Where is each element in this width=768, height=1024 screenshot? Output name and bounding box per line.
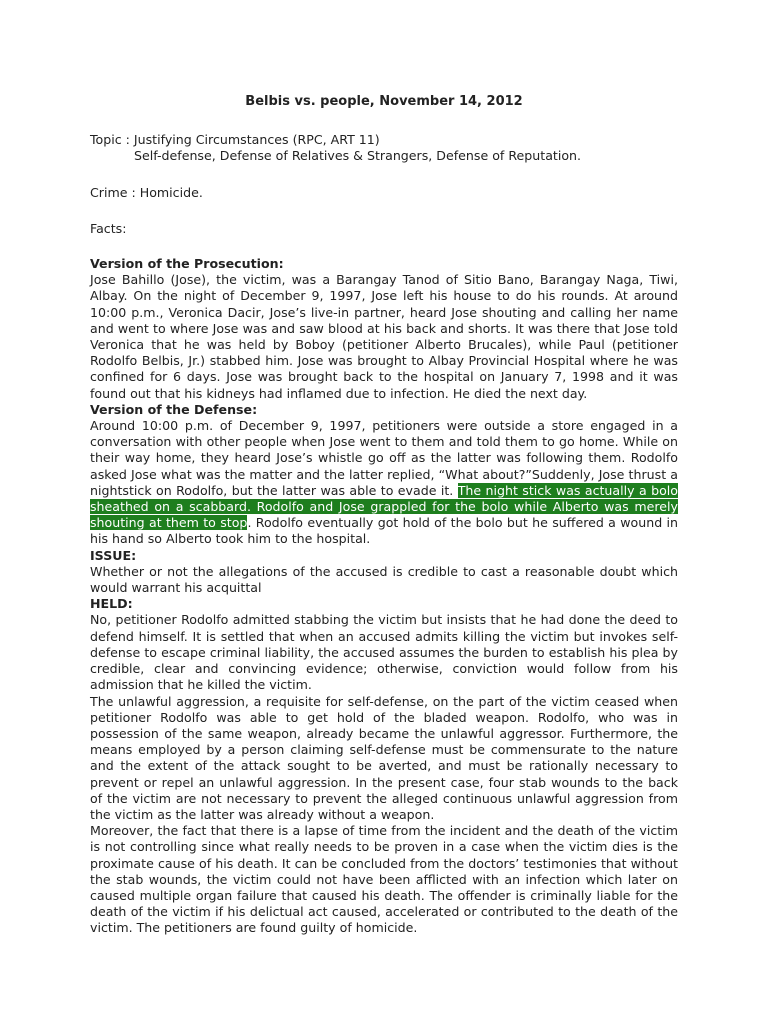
defense-highlighted-text: The night stick was actually a bolo sheathed on a scabbard. Rodolfo and Jose grappled for the bolo while Alberto was merely shouting at them to stop — [90, 482, 678, 531]
held-paragraph-1: No, petitioner Rodolfo admitted stabbing the victim but insists that he had done the deed to defend himself. It is settled that when an accused admits killing the victim but invokes self-defense to escape criminal liability, the accused assumes the burden to establish his plea by credible, clear and convincing evidence; otherwise, conviction would follow from his admission that he killed the victim. — [90, 612, 678, 693]
prosecution-paragraph: Jose Bahillo (Jose), the victim, was a Barangay Tanod of Sitio Bano, Barangay Naga, Tiwi, Albay. On the night of December 9, 1997, Jose left his house to do his rounds. At around 10:00 p.m., Veronica Dacir, Jose’s live-in partner, heard Jose shouting and calling her name and went to where Jose was and saw blood at his back and shorts. It was there that Jose told Veronica that he was held by Boboy (petitioner Alberto Brucales), while Paul (petitioner Rodolfo Belbis, Jr.) stabbed him. Jose was brought to Albay Provincial Hospital where he was confined for 6 days. Jose was brought back to the hospital on January 7, 1998 and it was found out that his kidneys had inflamed due to infection. He died the next day. — [90, 272, 678, 401]
document-title: Belbis vs. people, November 14, 2012 — [245, 94, 523, 109]
crime-line: Crime : Homicide. — [90, 184, 203, 200]
issue-paragraph: Whether or not the allegations of the accused is credible to cast a reasonable doubt which would warrant his acquittal — [90, 563, 678, 596]
prosecution-heading: Version of the Prosecution: — [90, 256, 284, 272]
topic-subtopics: Self-defense, Defense of Relatives & Strangers, Defense of Reputation. — [134, 148, 582, 164]
defense-paragraph — [90, 418, 678, 548]
held-heading: HELD: — [90, 596, 133, 612]
topic-line: Topic : Justifying Circumstances (RPC, ART 11) — [90, 132, 380, 148]
issue-heading: ISSUE: — [90, 547, 137, 563]
document-page — [90, 94, 678, 937]
defense-text-after: . Rodolfo eventually got hold of the bolo but he suffered a wound in his hand so Alberto took him to the hospital. — [90, 515, 679, 547]
defense-heading: Version of the Defense: — [90, 401, 258, 417]
held-paragraph-3: Moreover, the fact that there is a lapse of time from the incident and the death of the victim is not controlling since what really needs to be proven in a case when the victim dies is the proximate cause of his death. It can be concluded from the doctors’ testimonies that without the stab wounds, the victim could not have been afflicted with an infection which later on caused multiple organ failure that caused his death. The offender is criminally liable for the death of the victim if his delictual act caused, accelerated or contributed to the death of the victim. The petitioners are found guilty of homicide. — [90, 823, 678, 936]
held-paragraph-2: The unlawful aggression, a requisite for self-defense, on the part of the victim ceased when petitioner Rodolfo was able to get hold of the bladed weapon. Rodolfo, who was in possession of the same weapon, already became the unlawful aggressor. Furthermore, the means employed by a person claiming self-defense must be commensurate to the nature and the extent of the attack sought to be averted, and must be rationally necessary to prevent or repel an unlawful aggression. In the present case, four stab wounds to the back of the victim are not necessary to prevent the alleged continuous unlawful aggression from the victim as the latter was already without a weapon. — [90, 693, 678, 822]
defense-text-before: Around 10:00 p.m. of December 9, 1997, petitioners were outside a store engaged in a conversation with other people when Jose went to them and told them to go home. While on their way home, they heard Jose’s whistle go off as the latter was following them. Rodolfo asked Jose what was the matter and the latter replied, “What about?”Suddenly, Jose thrust a nightstick on Rodolfo, but the latter was able to evade it. — [90, 418, 678, 498]
facts-label: Facts: — [90, 220, 127, 236]
